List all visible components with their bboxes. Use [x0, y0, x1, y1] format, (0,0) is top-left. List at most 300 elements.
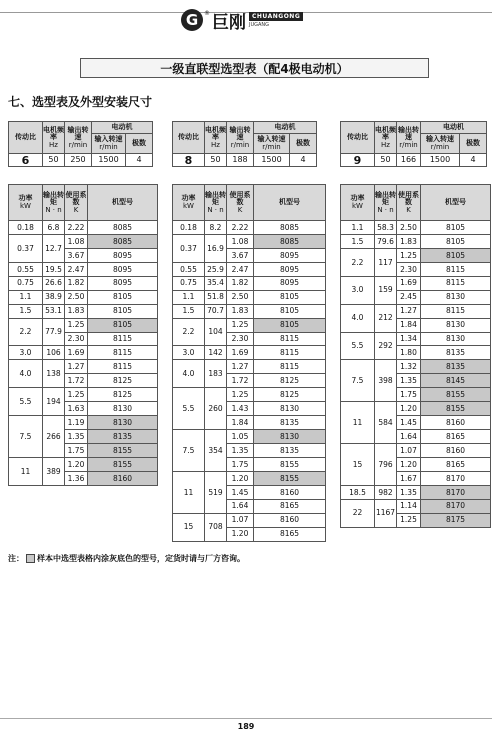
- model-cell: 8125: [88, 388, 158, 402]
- output-speed-header: [227, 122, 254, 154]
- model-cell: 8160: [88, 471, 158, 485]
- torque-cell: 982: [375, 485, 397, 499]
- power-cell: 7.5: [341, 360, 375, 402]
- gray-swatch-icon: [26, 554, 35, 563]
- torque-cell: 38.9: [43, 290, 65, 304]
- model-cell: 8125: [254, 388, 326, 402]
- model-cell: 8155: [421, 388, 491, 402]
- service-factor-header-unit: K: [73, 205, 79, 214]
- power-cell: 18.5: [341, 485, 375, 499]
- model-cell: 8130: [421, 318, 491, 332]
- output-speed-header-label: 输出转速: [67, 125, 89, 141]
- ratio-header-label: 传动比: [347, 133, 368, 141]
- table-row: [9, 360, 158, 374]
- motor-freq-header-label: 电机频率: [205, 125, 226, 141]
- model-cell: 8125: [88, 374, 158, 388]
- model-cell: 8095: [254, 276, 326, 290]
- brand-logo: [181, 5, 303, 35]
- model-cell: 8170: [421, 471, 491, 485]
- input-speed-value: 1500: [92, 154, 126, 167]
- model-cell: 8095: [88, 276, 158, 290]
- motor-freq-header: [375, 122, 397, 154]
- table-row: [341, 248, 491, 262]
- service-factor-cell: 1.69: [227, 346, 254, 360]
- power-cell: 0.75: [173, 276, 205, 290]
- table-row: [341, 402, 491, 416]
- table-row: [9, 262, 158, 276]
- power-cell: 0.37: [9, 234, 43, 262]
- power-cell: 0.55: [173, 262, 205, 276]
- service-factor-cell: 1.19: [65, 416, 88, 430]
- footnote-text: 样本中选型表格内涂灰底色的型号，定货时请与厂方咨询。: [37, 554, 245, 563]
- torque-cell: 1167: [375, 499, 397, 527]
- ratio-header-label: 传动比: [15, 133, 36, 141]
- table-row: [173, 318, 326, 332]
- model-cell: 8155: [254, 457, 326, 471]
- motor-freq-header-label: 电机频率: [43, 125, 64, 141]
- torque-cell: 260: [205, 388, 227, 430]
- torque-cell: 117: [375, 248, 397, 276]
- service-factor-cell: 1.69: [397, 276, 421, 290]
- power-cell: 0.75: [9, 276, 43, 290]
- service-factor-header: [397, 185, 421, 221]
- service-factor-cell: 1.25: [397, 248, 421, 262]
- service-factor-header-unit: K: [406, 205, 411, 214]
- service-factor-cell: 1.83: [65, 304, 88, 318]
- power-cell: 5.5: [9, 388, 43, 416]
- power-cell: 3.0: [9, 346, 43, 360]
- table-row: [9, 276, 158, 290]
- service-factor-cell: 1.69: [65, 346, 88, 360]
- model-cell: 8095: [254, 262, 326, 276]
- service-factor-cell: 1.20: [397, 402, 421, 416]
- service-factor-cell: 1.20: [227, 471, 254, 485]
- service-factor-header-label: 使用系数: [229, 190, 251, 206]
- power-cell: 11: [9, 457, 43, 485]
- input-speed-value: 1500: [421, 154, 460, 167]
- service-factor-cell: 1.83: [397, 234, 421, 248]
- service-factor-cell: 1.14: [397, 499, 421, 513]
- service-factor-cell: 1.25: [227, 318, 254, 332]
- model-cell: 8135: [421, 346, 491, 360]
- table-row: [9, 346, 158, 360]
- input-speed-header-label: 输入转速: [257, 135, 286, 143]
- power-header-label: 功率: [350, 194, 365, 202]
- torque-header-label: 输出转矩: [375, 190, 396, 206]
- poles-value: 4: [290, 154, 317, 167]
- power-cell: 2.2: [173, 318, 205, 346]
- ratio-value: 6: [9, 154, 43, 167]
- model-cell: 8170: [421, 499, 491, 513]
- model-cell: 8115: [254, 346, 326, 360]
- model-cell: 8095: [88, 262, 158, 276]
- torque-cell: 389: [43, 457, 65, 485]
- torque-cell: 106: [43, 346, 65, 360]
- power-cell: 0.18: [173, 221, 205, 235]
- service-factor-cell: 1.20: [397, 457, 421, 471]
- output-speed-header-unit: r/min: [68, 140, 88, 149]
- motor-freq-header-unit: Hz: [49, 140, 58, 149]
- model-cell: 8165: [421, 457, 491, 471]
- model-cell: 8165: [254, 527, 326, 541]
- power-cell: 1.1: [341, 221, 375, 235]
- input-speed-header-label: 输入转速: [426, 135, 454, 143]
- model-cell: 8160: [421, 444, 491, 458]
- model-cell: 8160: [421, 416, 491, 430]
- power-cell: 1.5: [9, 304, 43, 318]
- output-speed-header-unit: r/min: [399, 140, 418, 149]
- service-factor-cell: 1.07: [397, 444, 421, 458]
- poles-header: 极数: [460, 134, 487, 154]
- torque-header-label: 输出转矩: [43, 190, 64, 206]
- table-row: [9, 318, 158, 332]
- service-factor-cell: 1.25: [65, 318, 88, 332]
- power-cell: 11: [341, 402, 375, 444]
- table-row: [173, 262, 326, 276]
- torque-cell: 51.8: [205, 290, 227, 304]
- table-row: [341, 499, 491, 513]
- torque-cell: 35.4: [205, 276, 227, 290]
- torque-cell: 12.7: [43, 234, 65, 262]
- output-speed-header: [397, 122, 421, 154]
- service-factor-header-unit: K: [237, 205, 243, 214]
- table-row: [341, 485, 491, 499]
- service-factor-header: [65, 185, 88, 221]
- service-factor-header: [227, 185, 254, 221]
- brand-name-en: CHUANGONG: [249, 12, 303, 21]
- service-factor-cell: 1.75: [397, 388, 421, 402]
- power-header: [9, 185, 43, 221]
- table-row: [341, 304, 491, 318]
- input-speed-header-unit: r/min: [99, 143, 118, 151]
- power-cell: 2.2: [341, 248, 375, 276]
- service-factor-cell: 2.47: [227, 262, 254, 276]
- power-cell: 2.2: [9, 318, 43, 346]
- table-row: [341, 444, 491, 458]
- motor-freq-header-unit: Hz: [381, 140, 390, 149]
- service-factor-cell: 1.25: [397, 513, 421, 527]
- service-factor-cell: 1.82: [227, 276, 254, 290]
- table-row: [341, 276, 491, 290]
- torque-header-unit: N · n: [377, 205, 394, 214]
- input-speed-header-unit: r/min: [430, 143, 450, 151]
- selection-table: [340, 184, 491, 528]
- service-factor-cell: 2.50: [397, 221, 421, 235]
- service-factor-cell: 1.63: [65, 402, 88, 416]
- ratio-value: 9: [341, 154, 375, 167]
- table-row: [173, 346, 326, 360]
- table-row: [173, 290, 326, 304]
- service-factor-cell: 1.07: [227, 513, 254, 527]
- model-cell: 8105: [88, 318, 158, 332]
- table-row: [173, 276, 326, 290]
- torque-cell: 26.6: [43, 276, 65, 290]
- power-cell: 4.0: [173, 360, 205, 388]
- model-cell: 8155: [421, 402, 491, 416]
- model-cell: 8130: [254, 402, 326, 416]
- model-cell: 8130: [421, 290, 491, 304]
- ratio-header-label: 传动比: [178, 133, 199, 141]
- service-factor-cell: 1.83: [227, 304, 254, 318]
- motor-freq-header-unit: Hz: [211, 140, 220, 149]
- table-row: [173, 471, 326, 485]
- motor-freq-header: [43, 122, 65, 154]
- service-factor-cell: 1.32: [397, 360, 421, 374]
- torque-cell: 266: [43, 416, 65, 458]
- freq-value: 50: [43, 154, 65, 167]
- power-header-unit: kW: [352, 202, 363, 210]
- model-cell: 8085: [88, 234, 158, 248]
- model-cell: 8165: [421, 430, 491, 444]
- torque-cell: 58.3: [375, 221, 397, 235]
- model-cell: 8115: [254, 332, 326, 346]
- torque-cell: 8.2: [205, 221, 227, 235]
- power-header: [341, 185, 375, 221]
- input-speed-header: [254, 134, 290, 154]
- motor-freq-header: [205, 122, 227, 154]
- model-cell: 8105: [421, 234, 491, 248]
- selection-table: [8, 184, 158, 486]
- table-row: [9, 304, 158, 318]
- model-cell: 8115: [254, 360, 326, 374]
- table-row: [173, 388, 326, 402]
- service-factor-cell: 1.80: [397, 346, 421, 360]
- power-header-label: 功率: [18, 194, 33, 202]
- output-speed-header-label: 输出转速: [229, 125, 251, 141]
- power-cell: 4.0: [341, 304, 375, 332]
- model-cell: 8125: [254, 374, 326, 388]
- table-row: [173, 360, 326, 374]
- freq-value: 50: [205, 154, 227, 167]
- service-factor-cell: 2.50: [227, 290, 254, 304]
- service-factor-cell: 1.72: [227, 374, 254, 388]
- service-factor-cell: 1.84: [397, 318, 421, 332]
- torque-header: [43, 185, 65, 221]
- input-speed-header: [421, 134, 460, 154]
- model-cell: 8130: [421, 332, 491, 346]
- power-cell: 22: [341, 499, 375, 527]
- torque-cell: 354: [205, 430, 227, 472]
- service-factor-cell: 1.35: [65, 430, 88, 444]
- torque-cell: 519: [205, 471, 227, 513]
- torque-header-unit: N · n: [207, 205, 224, 214]
- power-cell: 4.0: [9, 360, 43, 388]
- service-factor-cell: 1.64: [227, 499, 254, 513]
- ratio-header: [9, 122, 43, 154]
- output-speed-header: [65, 122, 92, 154]
- brand-name-cn: 巨刚: [212, 12, 246, 33]
- table-row: [341, 332, 491, 346]
- power-cell: 3.0: [341, 276, 375, 304]
- output-speed-value: 166: [397, 154, 421, 167]
- ratio-value: 8: [173, 154, 205, 167]
- ratio-info-table: [340, 121, 487, 167]
- service-factor-cell: 1.05: [227, 430, 254, 444]
- model-cell: 8115: [88, 332, 158, 346]
- model-cell: 8160: [254, 513, 326, 527]
- model-cell: 8105: [421, 221, 491, 235]
- service-factor-cell: 3.67: [227, 248, 254, 262]
- service-factor-cell: 1.35: [227, 444, 254, 458]
- selection-table: [172, 184, 326, 542]
- model-cell: 8155: [254, 471, 326, 485]
- poles-value: 4: [460, 154, 487, 167]
- torque-cell: 159: [375, 276, 397, 304]
- model-cell: 8145: [421, 374, 491, 388]
- power-cell: 7.5: [9, 416, 43, 458]
- power-cell: 5.5: [341, 332, 375, 360]
- model-cell: 8085: [88, 221, 158, 235]
- service-factor-cell: 1.25: [65, 388, 88, 402]
- torque-cell: 138: [43, 360, 65, 388]
- service-factor-cell: 1.43: [227, 402, 254, 416]
- table-row: [9, 234, 158, 248]
- model-cell: 8130: [254, 430, 326, 444]
- torque-cell: 25.9: [205, 262, 227, 276]
- table-row: [173, 513, 326, 527]
- model-cell: 8115: [88, 360, 158, 374]
- ratio-header: [341, 122, 375, 154]
- torque-cell: 77.9: [43, 318, 65, 346]
- service-factor-cell: 1.72: [65, 374, 88, 388]
- model-cell: 8095: [88, 248, 158, 262]
- service-factor-cell: 2.45: [397, 290, 421, 304]
- service-factor-cell: 1.20: [65, 457, 88, 471]
- model-cell: 8105: [254, 304, 326, 318]
- service-factor-cell: 2.30: [65, 332, 88, 346]
- torque-header: [375, 185, 397, 221]
- footer-rule: [0, 718, 492, 719]
- service-factor-cell: 1.20: [227, 527, 254, 541]
- power-header-unit: kW: [183, 202, 194, 210]
- torque-cell: 70.7: [205, 304, 227, 318]
- torque-cell: 6.8: [43, 221, 65, 235]
- service-factor-cell: 2.22: [227, 221, 254, 235]
- ratio-info-table: [172, 121, 317, 167]
- motor-freq-header-label: 电机频率: [375, 125, 396, 141]
- service-factor-cell: 1.75: [227, 457, 254, 471]
- power-header-label: 功率: [181, 194, 196, 202]
- page-number: 189: [237, 722, 255, 731]
- brand-name-sub: JUGANG: [249, 22, 270, 28]
- model-cell: 8085: [254, 221, 326, 235]
- service-factor-cell: 1.35: [397, 374, 421, 388]
- torque-cell: 183: [205, 360, 227, 388]
- service-factor-cell: 1.27: [65, 360, 88, 374]
- service-factor-cell: 2.50: [65, 290, 88, 304]
- service-factor-cell: 1.64: [397, 430, 421, 444]
- power-cell: 0.18: [9, 221, 43, 235]
- table-row: [173, 430, 326, 444]
- output-speed-header-unit: r/min: [230, 140, 250, 149]
- model-cell: 8115: [421, 262, 491, 276]
- table-row: [173, 234, 326, 248]
- model-cell: 8130: [88, 416, 158, 430]
- input-speed-header: [92, 134, 126, 154]
- power-header: [173, 185, 205, 221]
- torque-cell: 212: [375, 304, 397, 332]
- poles-value: 4: [126, 154, 153, 167]
- table-row: [173, 221, 326, 235]
- output-speed-value: 250: [65, 154, 92, 167]
- service-factor-cell: 1.84: [227, 416, 254, 430]
- torque-header-unit: N · n: [45, 205, 62, 214]
- motor-header: 电动机: [92, 122, 153, 134]
- model-cell: 8165: [254, 499, 326, 513]
- model-cell: 8135: [421, 360, 491, 374]
- model-cell: 8105: [254, 318, 326, 332]
- torque-cell: 19.5: [43, 262, 65, 276]
- service-factor-cell: 1.67: [397, 471, 421, 485]
- power-cell: 3.0: [173, 346, 205, 360]
- service-factor-header-label: 使用系数: [398, 190, 419, 206]
- power-cell: 15: [173, 513, 205, 541]
- poles-header: 极数: [290, 134, 317, 154]
- logo-g-icon: G: [181, 9, 203, 31]
- model-cell: 8115: [421, 304, 491, 318]
- model-cell: 8175: [421, 513, 491, 527]
- ratio-header: [173, 122, 205, 154]
- model-cell: 8135: [254, 416, 326, 430]
- service-factor-cell: 3.67: [65, 248, 88, 262]
- motor-header: 电动机: [421, 122, 487, 134]
- model-cell: 8105: [421, 248, 491, 262]
- model-header: 机型号: [254, 185, 326, 221]
- output-speed-header-label: 输出转速: [398, 125, 419, 141]
- torque-cell: 79.6: [375, 234, 397, 248]
- service-factor-cell: 2.47: [65, 262, 88, 276]
- model-cell: 8085: [254, 234, 326, 248]
- table-row: [341, 234, 491, 248]
- model-cell: 8135: [88, 430, 158, 444]
- model-cell: 8105: [254, 290, 326, 304]
- torque-cell: 584: [375, 402, 397, 444]
- torque-cell: 142: [205, 346, 227, 360]
- power-cell: 7.5: [173, 430, 205, 472]
- torque-cell: 53.1: [43, 304, 65, 318]
- table-row: [9, 416, 158, 430]
- footnote: [8, 553, 245, 564]
- power-cell: 1.1: [9, 290, 43, 304]
- torque-cell: 398: [375, 360, 397, 402]
- model-header: 机型号: [88, 185, 158, 221]
- power-cell: 0.37: [173, 234, 205, 262]
- table-row: [341, 360, 491, 374]
- service-factor-cell: 1.08: [65, 234, 88, 248]
- input-speed-header-label: 输入转速: [94, 135, 123, 143]
- input-speed-value: 1500: [254, 154, 290, 167]
- power-cell: 0.55: [9, 262, 43, 276]
- power-cell: 5.5: [173, 388, 205, 430]
- motor-header: 电动机: [254, 122, 317, 134]
- service-factor-cell: 2.30: [227, 332, 254, 346]
- model-cell: 8130: [88, 402, 158, 416]
- service-factor-cell: 2.30: [397, 262, 421, 276]
- service-factor-cell: 1.08: [227, 234, 254, 248]
- model-cell: 8170: [421, 485, 491, 499]
- torque-header-label: 输出转矩: [205, 190, 226, 206]
- torque-cell: 708: [205, 513, 227, 541]
- table-row: [9, 457, 158, 471]
- poles-header: 极数: [126, 134, 153, 154]
- torque-cell: 292: [375, 332, 397, 360]
- service-factor-cell: 1.35: [397, 485, 421, 499]
- service-factor-cell: 1.27: [227, 360, 254, 374]
- torque-cell: 104: [205, 318, 227, 346]
- model-cell: 8105: [88, 290, 158, 304]
- torque-cell: 194: [43, 388, 65, 416]
- service-factor-cell: 1.25: [227, 388, 254, 402]
